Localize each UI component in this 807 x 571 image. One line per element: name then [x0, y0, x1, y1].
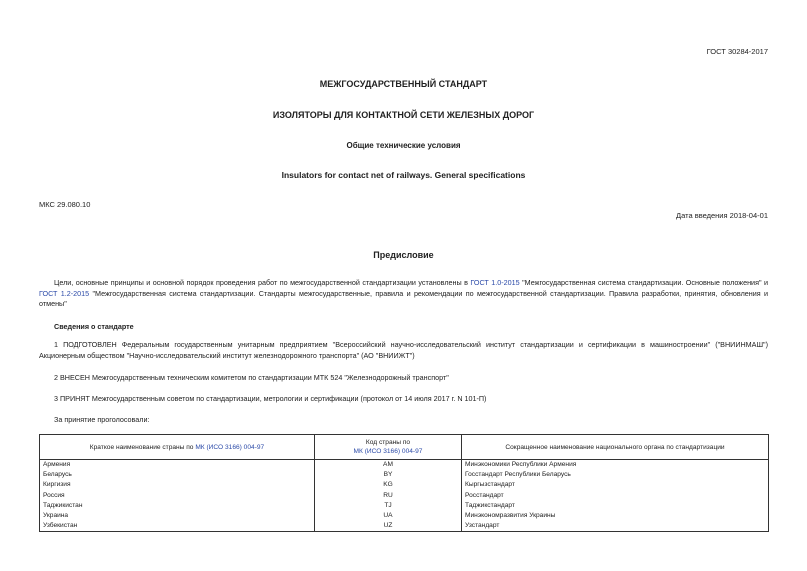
national-body-cell: Минэкономразвития Украины	[462, 511, 769, 521]
standard-number: ГОСТ 30284-2017	[706, 47, 768, 56]
column-header-country	[40, 435, 315, 460]
preface-heading: Предисловие	[373, 250, 434, 260]
table-row	[40, 491, 769, 501]
country-cell: Украина	[40, 511, 315, 521]
table-row	[40, 501, 769, 511]
country-cell: Узбекистан	[40, 521, 315, 532]
country-cell: Армения	[40, 460, 315, 471]
mk-iso-3166-link[interactable]: МК (ИСО 3166) 004-97	[353, 448, 423, 455]
mks-code: МКС 29.080.10	[39, 200, 91, 209]
info-item-prepared: 1 ПОДГОТОВЛЕН Федеральным государственным унитарным предприятием "Всероссийский научно-исследовательский институт стандартизации и сертификации в машиностроении" ("ВНИИНМАШ") Акционерным обществом "Научно-исследовательский институт железнодорожного транспорта" (АО "ВНИИЖТ")	[39, 340, 768, 360]
national-body-cell: Узстандарт	[462, 521, 769, 532]
column-header-national-body: Сокращенное наименование национального органа по стандартизации	[462, 435, 769, 460]
preface-text: "Межгосударственная система стандартизации. Основные положения" и	[519, 278, 768, 287]
national-body-cell: Таджикстандарт	[462, 501, 769, 511]
table-row	[40, 521, 769, 532]
header-text: Код страны по	[365, 439, 411, 446]
country-cell: Киргизия	[40, 480, 315, 490]
standard-info-heading: Сведения о стандарте	[54, 322, 134, 331]
preface-text: Цели, основные принципы и основной порядок проведения работ по межгосударственной стандартизации установлены в	[54, 278, 471, 287]
country-code-cell: RU	[315, 491, 462, 501]
voting-countries-table	[39, 434, 769, 532]
country-code-cell: BY	[315, 470, 462, 480]
mk-iso-3166-link[interactable]: МК (ИСО 3166) 004-97	[195, 443, 265, 451]
national-body-cell: Росстандарт	[462, 491, 769, 501]
header-text: Краткое наименование страны по	[89, 443, 196, 451]
preface-paragraph	[39, 278, 768, 310]
table-header-row	[40, 435, 769, 460]
info-item-submitted: 2 ВНЕСЕН Межгосударственным техническим комитетом по стандартизации МТК 524 "Железнодорожный транспорт"	[54, 373, 449, 382]
table-row	[40, 460, 769, 471]
voted-for-label: За принятие проголосовали:	[54, 415, 150, 424]
standard-subtitle: Общие технические условия	[346, 141, 461, 150]
country-code-cell: KG	[315, 480, 462, 490]
standard-title-english: Insulators for contact net of railways. General specifications	[281, 170, 526, 180]
table-row	[40, 511, 769, 521]
country-code-cell: UZ	[315, 521, 462, 532]
table-row	[40, 470, 769, 480]
info-item-adopted: 3 ПРИНЯТ Межгосударственным советом по стандартизации, метрологии и сертификации (протокол от 14 июля 2017 г. N 101-П)	[54, 394, 487, 403]
introduction-date: Дата введения 2018-04-01	[676, 211, 768, 220]
country-cell: Россия	[40, 491, 315, 501]
standard-kind-heading: МЕЖГОСУДАРСТВЕННЫЙ СТАНДАРТ	[319, 79, 488, 89]
country-code-cell: TJ	[315, 501, 462, 511]
preface-text: "Межгосударственная система стандартизации. Стандарты межгосударственные, правила и рекомендации по межгосударственной стандартизации. Правила разработки, принятия, обновления и отмены"	[39, 288, 768, 308]
table-row	[40, 480, 769, 490]
country-cell: Таджикистан	[40, 501, 315, 511]
country-code-cell: AM	[315, 460, 462, 471]
national-body-cell: Минэкономики Республики Армения	[462, 460, 769, 471]
country-cell: Беларусь	[40, 470, 315, 480]
gost-1-0-link[interactable]: ГОСТ 1.0-2015	[470, 278, 520, 287]
national-body-cell: Госстандарт Республики Беларусь	[462, 470, 769, 480]
gost-1-2-link[interactable]: ГОСТ 1.2-2015	[39, 288, 90, 298]
national-body-cell: Кыргызстандарт	[462, 480, 769, 490]
standard-title: ИЗОЛЯТОРЫ ДЛЯ КОНТАКТНОЙ СЕТИ ЖЕЛЕЗНЫХ ДОРОГ	[272, 110, 535, 120]
column-header-code	[315, 435, 462, 460]
country-code-cell: UA	[315, 511, 462, 521]
